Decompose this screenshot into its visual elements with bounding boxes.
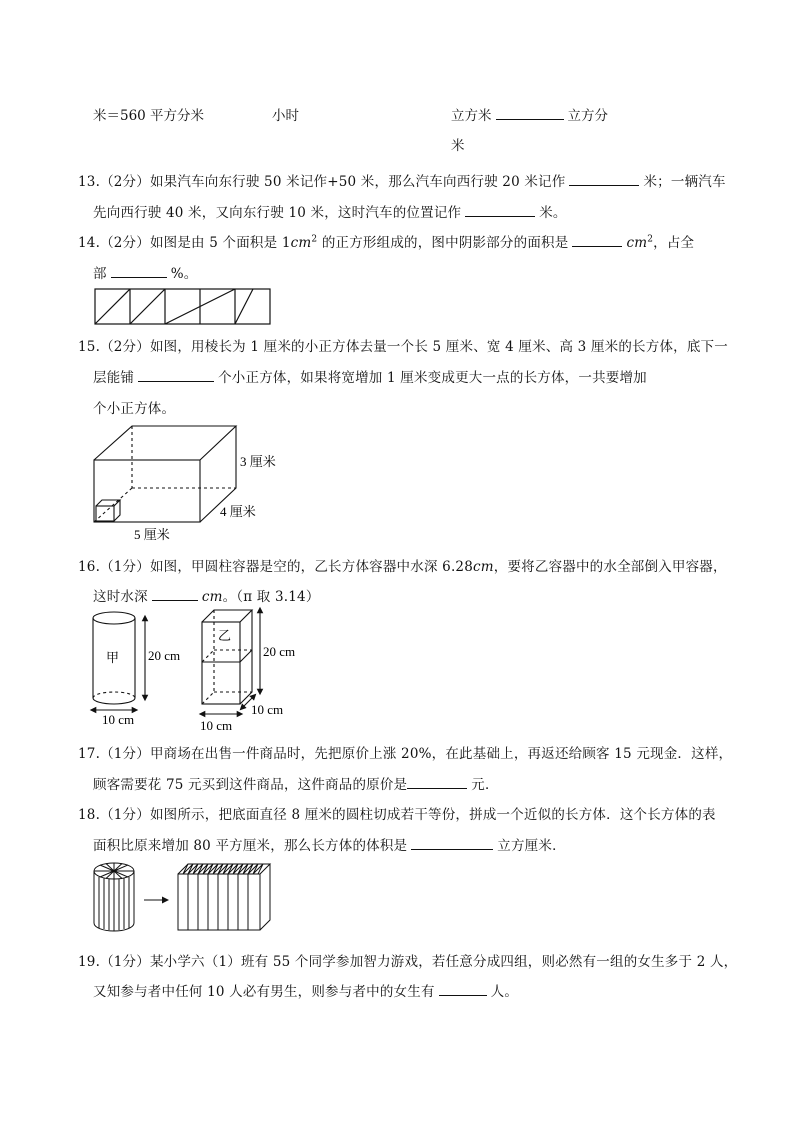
q16-answer-blank[interactable] [152, 586, 198, 601]
q14-text-c: ，占全 [653, 235, 695, 251]
question-19-line-1: 19.（1分）某小学六（1）班有 55 个同学参加智力游戏，若任意分成四组，则必然有一组的女生多于 2 人， [78, 954, 738, 970]
q17-text-a: 顾客需要花 75 元买到这件商品，这件商品的原价是 [93, 777, 408, 793]
label-height: 3 厘米 [240, 454, 276, 469]
cuboid-top [94, 426, 236, 460]
q16-text-a: 16.（1分）如图，甲圆柱容器是空的，乙长方体容器中水深 6.28 [78, 559, 474, 575]
diagonal-line [235, 289, 253, 324]
hidden-edge [202, 692, 214, 704]
label-yi-height: 20 cm [263, 644, 296, 659]
label-jia: 甲 [106, 650, 120, 665]
q13-answer-blank-2[interactable] [465, 202, 535, 217]
cylinder-stripes [99, 877, 129, 931]
q18-text-a: 面积比原来增加 80 平方厘米，那么长方体的体积是 [93, 838, 408, 854]
label-length: 5 厘米 [134, 527, 170, 542]
question-17-line-2 [93, 773, 499, 793]
q16-unit-2: cm [201, 589, 223, 605]
q18-text-b: 立方厘米． [497, 838, 566, 854]
water-line-hidden [202, 650, 214, 662]
q16-text-b: ，要将乙容器中的水全部倒入甲容器， [493, 559, 727, 575]
cylinder-bottom-hidden [93, 692, 135, 698]
q19-text-a: 又知参与者中任何 10 人必有男生，则参与者中的女生有 [93, 984, 435, 1000]
cylinder-bottom [93, 698, 135, 704]
q14-unit: cm [290, 235, 312, 251]
question-13-line-1 [78, 170, 726, 190]
q14-answer-blank-1[interactable] [572, 232, 622, 247]
unit-cube-top [96, 500, 120, 506]
top-text-area: 米＝560 平方分米 [93, 108, 205, 124]
cylinder-to-cuboid-figure [90, 858, 280, 934]
q14-unit-2: cm [626, 235, 648, 251]
q13-text-d: 米。 [539, 205, 567, 221]
q14-text-a: 14.（2分）如图是由 5 个面积是 1 [78, 235, 291, 251]
q15-answer-blank-1[interactable] [138, 367, 214, 382]
cuboid-container-top [202, 610, 252, 622]
q15-text-a: 层能铺 [93, 370, 135, 386]
answer-blank[interactable] [496, 105, 564, 120]
q14-sup-2: 2 [647, 234, 654, 245]
label-jia-diameter: 10 cm [102, 712, 135, 727]
q15-text-c: 个小正方体。 [93, 401, 176, 417]
question-17-line-1: 17.（1分）甲商场在出售一件商品时，先把原价上涨 20%，在此基础上，再返还给顾客 15 元现金．这样， [78, 746, 733, 762]
label-yi: 乙 [218, 628, 232, 643]
diagonal-line [130, 289, 165, 324]
question-15-line-2 [93, 366, 647, 386]
cuboid-front [94, 460, 200, 522]
q13-text-c: 先向西行驶 40 米，又向东行驶 10 米，这时汽车的位置记作 [93, 205, 462, 221]
question-13-line-2 [93, 201, 567, 221]
hidden-edge [94, 488, 132, 522]
question-16-line-1 [78, 555, 727, 575]
water-line-side [240, 650, 252, 662]
q19-answer-blank[interactable] [439, 981, 487, 996]
containers-figure [88, 604, 318, 736]
q14-text-d: 部 [93, 266, 107, 282]
diagonal-line [95, 289, 130, 324]
q14-text-e: %。 [170, 266, 198, 282]
question-14-line-2 [93, 262, 197, 282]
question-14-line-1 [78, 231, 694, 251]
slice-lines [94, 863, 134, 879]
q13-text-b: 米；一辆汽车 [643, 174, 726, 190]
q18-answer-blank[interactable] [411, 835, 493, 850]
q13-text-a: 13.（2分）如果汽车向东行驶 50 米记作+50 米，那么汽车向西行驶 20 米记作 [78, 174, 566, 190]
q17-answer-blank[interactable] [407, 774, 467, 789]
question-18-line-2 [93, 834, 566, 854]
question-15-line-3 [93, 397, 175, 417]
question-19-line-2 [93, 980, 518, 1000]
top-text-hours: 小时 [272, 108, 299, 124]
question-15-line-1: 15.（2分）如图，用棱长为 1 厘米的小正方体去量一个长 5 厘米、宽 4 厘米、高 3 厘米的长方体，底下一 [78, 339, 728, 355]
squares-figure [93, 287, 273, 327]
q14-sup: 2 [311, 234, 318, 245]
label-yi-depth: 10 cm [251, 702, 284, 717]
q15-text-b: 个小正方体，如果将宽增加 1 厘米变成更大一点的长方体，一共要增加 [218, 370, 647, 386]
top-text-m: 米 [451, 138, 465, 154]
q16-text-c: 这时水深 [93, 589, 148, 605]
cuboid-figure [88, 420, 288, 544]
top-text-m3: 立方米 [451, 108, 492, 124]
q17-text-b: 元． [471, 777, 499, 793]
top-text-dm3: 立方分 [567, 108, 608, 124]
q16-unit-1: cm [473, 559, 494, 575]
q19-text-b: 人。 [490, 984, 519, 1000]
question-16-line-2 [93, 585, 320, 605]
q14-answer-blank-2[interactable] [111, 263, 167, 278]
approx-cuboid [178, 864, 270, 930]
q13-answer-blank-1[interactable] [569, 171, 639, 186]
unit-cube-front [96, 506, 114, 521]
q14-text-b: 的正方形组成的，图中阴影部分的面积是 [321, 235, 569, 251]
top-text-volume [451, 104, 608, 124]
label-jia-height: 20 cm [148, 648, 181, 663]
question-18-line-1: 18.（1分）如图所示，把底面直径 8 厘米的圆柱切成若干等份，拼成一个近似的长方体．这个长方体的表 [78, 807, 716, 823]
q16-text-d: 。（π 取 3.14） [222, 589, 320, 605]
label-yi-width: 10 cm [200, 718, 233, 733]
cuboid-container-side [240, 610, 252, 704]
cylinder-top [93, 612, 135, 624]
label-width: 4 厘米 [220, 504, 256, 519]
